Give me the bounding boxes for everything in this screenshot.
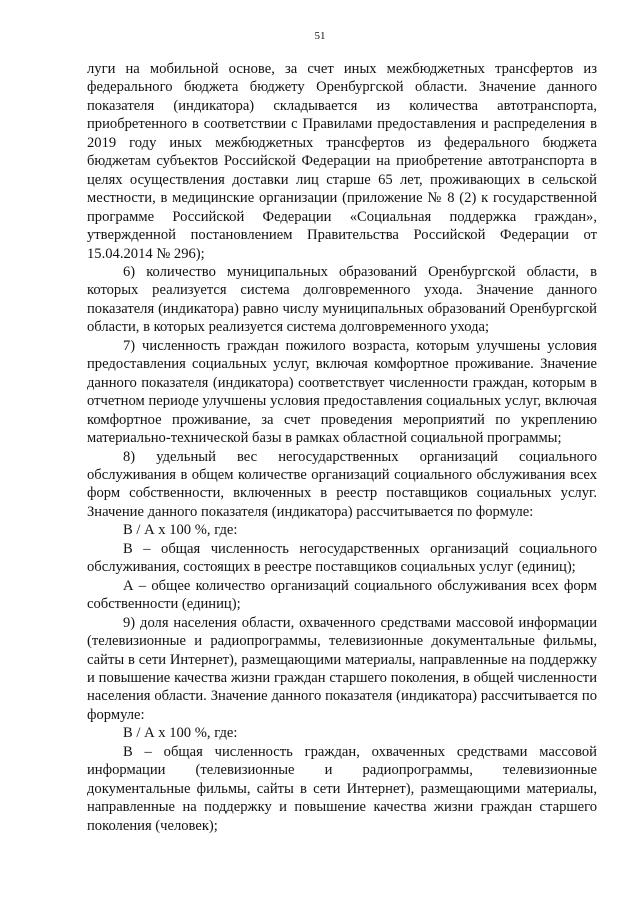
paragraph-item-9: 9) доля населения области, охваченного средствами массовой информации (телевизионные и радиопрограммы, телевизионные документальные фильмы, сайты в сети Интернет), размещающими материалы, направленные на поддержку и повышение качества жизни граждан старшего поколения, в общей численности населения области. Значение данного показателя (индикатора) рассчитывается по формуле: [87,614,597,723]
paragraph-item-7: 7) численность граждан пожилого возраста, которым улучшены условия предоставления социальных услуг, включая комфортное проживание. Значение данного показателя (индикатора) соответствует численности граждан, которым в отчетном периоде улучшены условия предоставления социальных услуг, включая комфортное проживание, за счет проведения мероприятий по укреплению материально-технической базы в рамках областной социальной программы; [87,337,597,447]
paragraph-item-6: 6) количество муниципальных образований Оренбургской области, в которых реализуется система долговременного ухода. Значение данного показателя (индикатора) равно числу муниципальных образований Оренбургской области, в которых реализуется система долговременного ухода; [87,263,597,336]
formula-definition-b-item-9: В – общая численность граждан, охваченных средствами массовой информации (телевизионные и радиопрограммы, телевизионные документальные фильмы, сайты в сети Интернет), размещающими материалы, направленные на поддержку и повышение качества жизни граждан старшего поколения (человек); [87,743,597,834]
formula-item-8: В / А x 100 %, где: [123,522,238,539]
page-number: 51 [314,30,326,42]
formula-definition-a-item-8: А – общее количество организаций социального обслуживания всех форм собственности (единиц); [87,577,597,613]
paragraph-transport-continuation: луги на мобильной основе, за счет иных межбюджетных трансфертов из федерального бюджета бюджету Оренбургской области. Значение данного показателя (индикатора) складывается из количества автотранспорта, приобретенного в соответствии с Правилами предоставления и распределения в 2019 году иных межбюджетных трансфертов из федерального бюджета бюджетам субъектов Российской Федерации на приобретение автотранспорта в целях осуществления доставки лиц старше 65 лет, проживающих в сельской местности, в медицинские организации (приложение № 8 (2) к государственной программе Российской Федерации «Социальная поддержка граждан», утвержденной постановлением Правительства Российской Федерации от 15.04.2014 № 296); [87,61,597,262]
document-body [87,60,597,835]
formula-definition-b-item-8: В – общая численность негосударственных организаций социального обслуживания, состоящих в реестре поставщиков социальных услуг (единиц); [87,540,597,576]
formula-item-9: В / А x 100 %, где: [123,725,238,742]
paragraph-item-8: 8) удельный вес негосударственных организаций социального обслуживания в общем количестве организаций социального обслуживания всех форм собственности, включенных в реестр поставщиков социальных услуг. Значение данного показателя (индикатора) рассчитывается по формуле: [87,448,597,520]
